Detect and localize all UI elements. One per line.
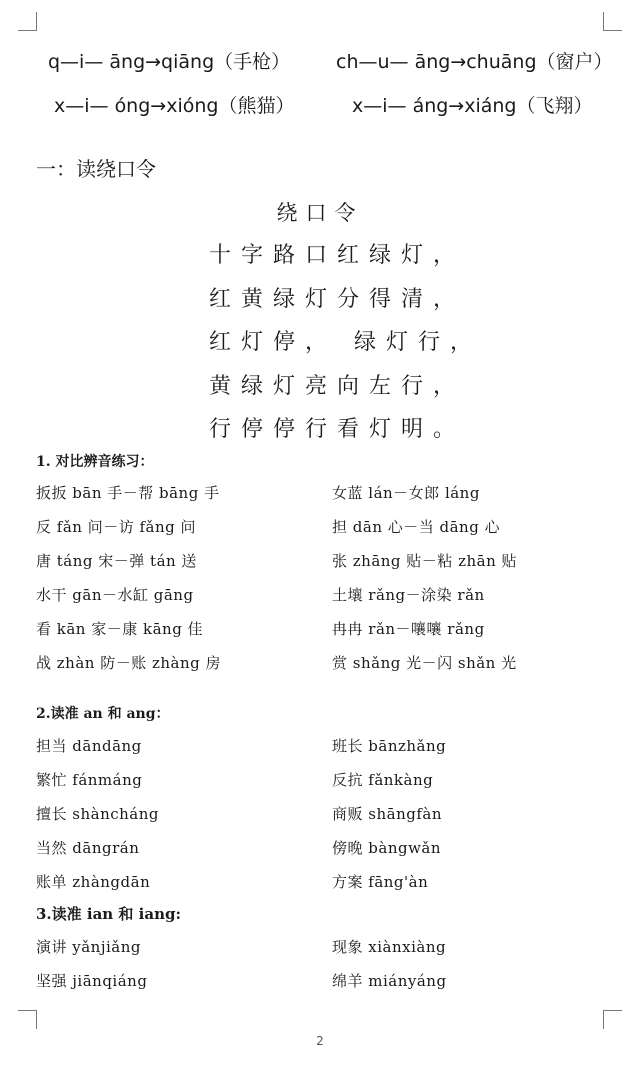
list-item	[36, 515, 636, 549]
pair-left: 当然 dāngrán	[36, 839, 140, 857]
pair-right: 方案 fāng'àn	[332, 873, 429, 891]
pair-right: 土壤 rǎng－涂染 rǎn	[332, 586, 485, 604]
pair-right: 傍晚 bàngwǎn	[332, 839, 442, 857]
pinyin-example: x—i— óng→xióng（熊猫）	[54, 95, 295, 117]
pair-right: 反抗 fǎnkàng	[332, 771, 434, 789]
pair-right: 现象 xiànxiàng	[332, 938, 447, 956]
pair-left: 繁忙 fánmáng	[36, 771, 143, 789]
list-item	[36, 870, 636, 904]
pair-left: 水干 gān－水缸 gāng	[36, 586, 194, 604]
list-item	[36, 651, 636, 685]
pair-right: 绵羊 miányáng	[332, 972, 447, 990]
practice-list	[36, 734, 636, 904]
pair-right: 冉冉 rǎn－嚷嚷 rǎng	[332, 620, 485, 638]
page-corner-mark	[18, 12, 37, 31]
list-item	[36, 768, 636, 802]
pair-right: 商贩 shāngfàn	[332, 805, 442, 823]
pair-left: 唐 táng 宋－弹 tán 送	[36, 552, 197, 570]
pair-left: 演讲 yǎnjiǎng	[36, 938, 141, 956]
pair-left: 擅长 shàncháng	[36, 805, 159, 823]
pair-right: 张 zhāng 贴－粘 zhān 贴	[332, 552, 518, 570]
list-item	[36, 969, 636, 1003]
pair-right: 担 dān 心－当 dāng 心	[332, 518, 501, 536]
list-item	[36, 583, 636, 617]
list-item	[36, 734, 636, 768]
pair-left: 看 kān 家－康 kāng 佳	[36, 620, 204, 638]
pair-left: 战 zhàn 防－账 zhàng 房	[36, 654, 222, 672]
pinyin-example: ch—u— āng→chuāng（窗户）	[336, 51, 613, 73]
pair-left: 扳扳 bān 手－帮 bāng 手	[36, 484, 220, 502]
practice-list	[36, 935, 636, 1003]
pair-right: 女蓝 lán－女郎 láng	[332, 484, 480, 502]
practice-heading: 2.读准 an 和 ang：	[36, 706, 170, 722]
page-corner-mark	[603, 12, 622, 31]
page-corner-mark	[18, 1010, 37, 1029]
pinyin-example: x—i— áng→xiáng（飞翔）	[352, 95, 593, 117]
pair-right: 赏 shǎng 光－闪 shǎn 光	[332, 654, 517, 672]
pair-left: 反 fǎn 问－访 fǎng 问	[36, 518, 196, 536]
practice-heading: 1. 对比辨音练习：	[36, 454, 154, 470]
list-item	[36, 617, 636, 651]
list-item	[36, 802, 636, 836]
pair-right: 班长 bānzhǎng	[332, 737, 447, 755]
pair-left: 担当 dāndāng	[36, 737, 142, 755]
poem-title: 绕口令	[276, 201, 364, 225]
list-item	[36, 836, 636, 870]
list-item	[36, 549, 636, 583]
poem-line: 十字路口红绿灯，	[209, 243, 466, 268]
poem-line: 行停停行看灯明。	[209, 417, 466, 442]
poem-line: 红黄绿灯分得清，	[209, 286, 466, 312]
pair-left: 账单 zhàngdān	[36, 873, 151, 891]
practice-list	[36, 481, 636, 685]
section-heading: 一：读绕口令	[36, 157, 156, 181]
practice-heading: 3.读准 ian 和 iang:	[36, 905, 181, 923]
pair-left: 坚强 jiānqiáng	[36, 972, 148, 990]
page-number: 2	[316, 1034, 324, 1048]
poem-lines	[209, 236, 482, 454]
list-item	[36, 481, 636, 515]
pinyin-example: q—i— āng→qiāng（手枪）	[48, 51, 291, 73]
poem-line: 黄绿灯亮向左行，	[209, 373, 466, 399]
list-item	[36, 935, 636, 969]
page-corner-mark	[603, 1010, 622, 1029]
poem-line: 红灯停， 绿灯行，	[209, 330, 482, 355]
